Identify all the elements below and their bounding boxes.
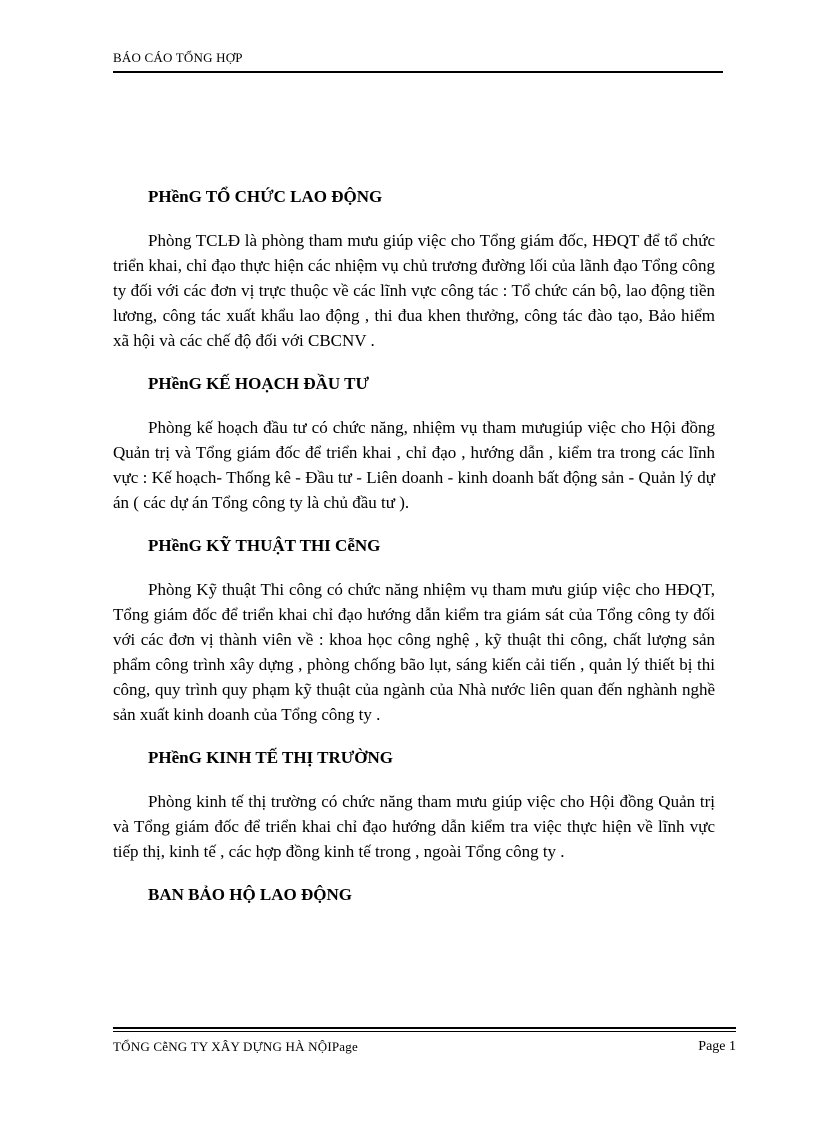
section-heading: PHềnG KẾ HOẠCH ĐẦU TƯ xyxy=(148,374,370,393)
section-heading: PHềnG KỸ THUẬT THI CễNG xyxy=(148,536,381,555)
section-ke-hoach-dau-tu xyxy=(113,373,715,515)
section-to-chuc-lao-dong xyxy=(113,186,715,353)
section-paragraph: Phòng kinh tế thị trường có chức năng tham mưu giúp việc cho Hội đồng Quản trị và Tổng giám đốc để triển khai chỉ đạo hướng dẫn kiểm tra việc thực hiện về lĩnh vực tiếp thị, kinh tế , các hợp đồng kinh tế trong , ngoài Tổng công ty . xyxy=(113,792,715,861)
footer-company-name: TỔNG CễNG TY XÂY DỰNG HÀ NỘIPage xyxy=(113,1039,358,1054)
section-paragraph: Phòng TCLĐ là phòng tham mưu giúp việc cho Tổng giám đốc, HĐQT để tổ chức triển khai, chỉ đạo thực hiện các nhiệm vụ chủ trương đường lối của lãnh đạo Tổng công ty đối với các đơn vị trực thuộc về các lĩnh vực công tác : Tổ chức cán bộ, lao động tiền lương, công tác xuất khẩu lao động , thi đua khen thưởng, công tác đào tạo, Bảo hiểm xã hội và các chế độ đối với CBCNV . xyxy=(113,231,715,350)
section-heading: PHềnG KINH TẾ THỊ TRƯỜNG xyxy=(148,748,393,767)
header-title: BÁO CÁO TỔNG HỢP xyxy=(113,50,243,65)
page-header xyxy=(113,50,723,73)
section-kinh-te-thi-truong xyxy=(113,747,715,864)
page-number: Page 1 xyxy=(698,1039,736,1054)
footer-divider xyxy=(113,1031,736,1032)
section-ky-thuat-thi-cong xyxy=(113,535,715,727)
section-heading: BAN BẢO HỘ LAO ĐỘNG xyxy=(148,885,353,904)
section-heading: PHềnG TỔ CHỨC LAO ĐỘNG xyxy=(148,187,383,206)
document-body xyxy=(113,186,715,926)
section-paragraph: Phòng kế hoạch đầu tư có chức năng, nhiệm vụ tham mưugiúp việc cho Hội đồng Quản trị và Tổng giám đốc để triển khai , chỉ đạo , hướng dẫn , kiểm tra trong các lĩnh vực : Kế hoạch- Thống kê - Đầu tư - Liên doanh - kinh doanh bất động sản - Quản lý dự án ( các dự án Tổng công ty là chủ đầu tư ). xyxy=(113,418,715,512)
section-paragraph: Phòng Kỹ thuật Thi công có chức năng nhiệm vụ tham mưu giúp việc cho HĐQT, Tổng giám đốc để triển khai chỉ đạo hướng dẫn kiểm tra giám sát của Tổng công ty đối với các đơn vị thành viên về : khoa học công nghệ , kỹ thuật thi công, chất lượng sản phẩm công trình xây dựng , phòng chống bão lụt, sáng kiến cải tiến , quản lý thiết bị thi công, quy trình quy phạm kỹ thuật của ngành của Nhà nước liên quan đến nghành nghề sản xuất kinh doanh của Tổng công ty . xyxy=(113,580,715,724)
section-bao-ho-lao-dong xyxy=(113,884,715,906)
page-footer xyxy=(113,1027,736,1061)
